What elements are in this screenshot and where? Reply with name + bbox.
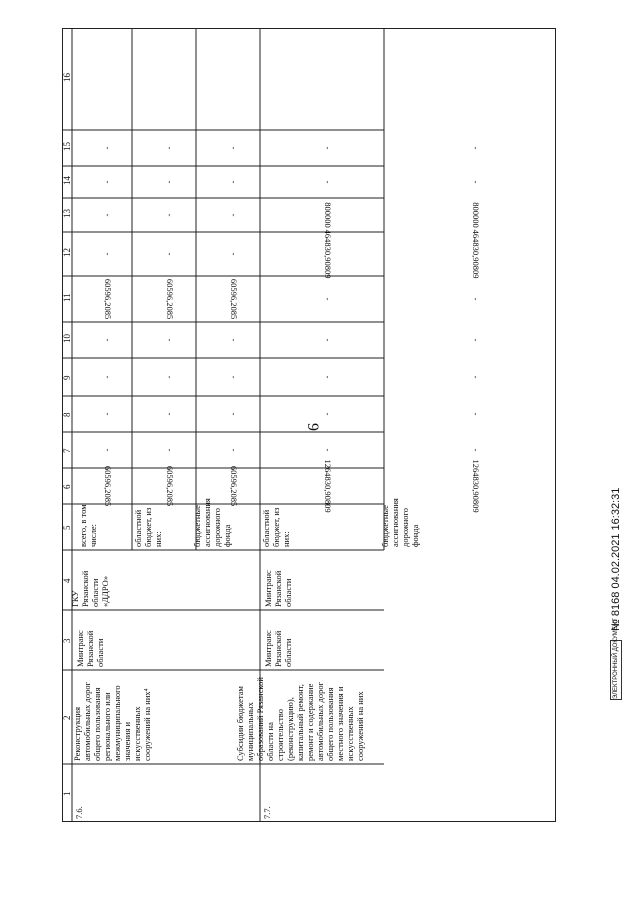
- cell-value-col-14: -: [229, 180, 239, 184]
- cell-value-col-13: -: [165, 213, 175, 217]
- cell-value-col-13: -: [229, 213, 239, 217]
- row-name-line: (реконструкцию),: [284, 697, 295, 761]
- cell-value-col-9: -: [323, 375, 333, 379]
- row-name-line: капитальный ремонт,: [294, 684, 305, 761]
- cell-value-col-13: -: [103, 213, 113, 217]
- funding-source-line: фонда: [409, 524, 420, 547]
- cell-value-col-8: -: [165, 412, 175, 416]
- row-number-line: 7.7.: [261, 806, 272, 819]
- row-name-line: сооружений на них: [354, 691, 365, 761]
- funding-source-line: дорожного: [211, 507, 222, 547]
- column-number-9: 9: [62, 375, 72, 380]
- column-number-10: 10: [62, 334, 72, 343]
- cell-value-col-9: -: [103, 375, 113, 379]
- cell-value-col-7: -: [471, 448, 481, 452]
- row-name-line: искусственных: [131, 706, 142, 761]
- cell-value-col-15: -: [165, 146, 175, 150]
- cell-value-col-9: -: [471, 375, 481, 379]
- column-number-11: 11: [62, 293, 72, 302]
- responsible-executor: [263, 630, 293, 667]
- funding-source-line: бюджет, из: [270, 507, 281, 547]
- funding-source-line: ассигнования: [201, 498, 212, 547]
- cell-value-col-10: -: [103, 338, 113, 342]
- document-reference: № 8168 04.02.2021 16:32:31: [610, 487, 622, 631]
- column-number-2: 2: [62, 715, 72, 720]
- funding-source-line: бюджет, из: [142, 507, 153, 547]
- cell-value-col-14: -: [103, 180, 113, 184]
- column-number-14: 14: [62, 176, 72, 185]
- funding-source-line: них:: [152, 531, 163, 547]
- column-number-12: 12: [62, 248, 72, 257]
- co-executor-line: «ДДРО»: [99, 575, 110, 607]
- budget-table-grid: [62, 28, 556, 822]
- cell-value-col-14: -: [471, 180, 481, 184]
- cell-value-col-14: -: [165, 180, 175, 184]
- cell-value-col-15: -: [323, 146, 333, 150]
- funding-source-line: бюджетные: [379, 505, 390, 547]
- row-number: [262, 806, 272, 819]
- cell-value-col-8: -: [323, 412, 333, 416]
- row-name-line: общего пользования: [91, 687, 102, 761]
- cell-value-col-6: 1264830,90809: [471, 459, 481, 513]
- column-number-13: 13: [62, 209, 72, 218]
- co-executor: [70, 570, 110, 607]
- cell-value-col-12: -: [165, 252, 175, 256]
- funding-source: [261, 507, 291, 547]
- funding-source: [78, 504, 98, 547]
- cell-value-col-11: -: [471, 297, 481, 301]
- column-number-4: 4: [62, 578, 72, 583]
- responsible-executor-line: Минтранс: [74, 630, 85, 667]
- co-executor-line: ГКУ: [69, 590, 80, 607]
- row-name-line: области на: [264, 722, 275, 761]
- responsible-executor-line: области: [94, 638, 105, 667]
- column-number-5: 5: [62, 525, 72, 530]
- cell-value-col-15: -: [103, 146, 113, 150]
- row-name-line: межмуниципального: [111, 685, 122, 761]
- cell-value-col-10: -: [323, 338, 333, 342]
- responsible-executor-line: области: [282, 638, 293, 667]
- funding-source-line: них:: [280, 531, 291, 547]
- funding-source-line: числе:: [87, 524, 98, 547]
- cell-value-col-9: -: [165, 375, 175, 379]
- cell-value-col-15: -: [229, 146, 239, 150]
- column-number-16: 16: [62, 73, 72, 82]
- row-name-line: строительство: [274, 709, 285, 761]
- row-name: [235, 677, 365, 761]
- funding-source-line: областной: [132, 509, 143, 547]
- funding-source: [380, 498, 420, 547]
- funding-source: [192, 498, 232, 547]
- co-executor-line: Рязанской: [272, 570, 283, 607]
- co-executor-line: Рязанской: [79, 570, 90, 607]
- cell-value-col-8: -: [471, 412, 481, 416]
- cell-value-col-6: 60596,2085: [229, 465, 239, 507]
- cell-value-col-15: -: [471, 146, 481, 150]
- cell-value-col-7: -: [165, 448, 175, 452]
- page-number: 9: [304, 423, 321, 431]
- funding-source-line: всего, в том: [77, 504, 88, 547]
- column-number-3: 3: [62, 638, 72, 643]
- cell-value-col-7: -: [229, 448, 239, 452]
- cell-value-col-10: -: [165, 338, 175, 342]
- co-executor-line: области: [282, 578, 293, 607]
- cell-value-col-6: 60596,2085: [165, 465, 175, 507]
- responsible-executor-line: Рязанской: [272, 630, 283, 667]
- funding-source: [133, 507, 163, 547]
- funding-source-line: бюджетные: [191, 505, 202, 547]
- row-name: [72, 681, 152, 761]
- column-number-6: 6: [62, 484, 72, 489]
- row-name-line: автомобильных дорог: [81, 681, 92, 761]
- cell-value-col-13: 800000: [471, 202, 481, 228]
- cell-value-col-7: -: [103, 448, 113, 452]
- row-name-line: значения и: [121, 721, 132, 761]
- cell-value-col-11: 60596,2085: [103, 278, 113, 320]
- column-number-1: 1: [62, 791, 72, 796]
- row-name-line: автомобильных дорог: [314, 681, 325, 761]
- row-number-line: 7.6.: [73, 806, 84, 819]
- responsible-executor-line: Минтранс: [262, 630, 273, 667]
- cell-value-col-12: -: [229, 252, 239, 256]
- co-executor: [263, 570, 293, 607]
- cell-value-col-8: -: [103, 412, 113, 416]
- electronic-signature-stamp: ЭЛЕКТРОННЫЙ ДОКУМЕНТ: [610, 640, 622, 700]
- row-name-line: искусственных: [344, 706, 355, 761]
- funding-source-line: областной: [260, 509, 271, 547]
- column-number-8: 8: [62, 412, 72, 417]
- cell-value-col-10: -: [471, 338, 481, 342]
- funding-source-line: дорожного: [399, 507, 410, 547]
- row-name-line: общего пользования: [324, 687, 335, 761]
- cell-value-col-6: 1264830,90809: [323, 459, 333, 513]
- cell-value-col-8: -: [229, 412, 239, 416]
- responsible-executor-line: Рязанской: [84, 630, 95, 667]
- document-footer: [610, 488, 622, 700]
- cell-value-col-11: 60596,2085: [165, 278, 175, 320]
- row-name-line: Реконструкция: [71, 706, 82, 761]
- column-number-7: 7: [62, 448, 72, 453]
- cell-value-col-9: -: [229, 375, 239, 379]
- cell-value-col-10: -: [229, 338, 239, 342]
- cell-value-col-11: 60596,2085: [229, 278, 239, 320]
- cell-value-col-11: -: [323, 297, 333, 301]
- row-name-line: Субсидии бюджетам: [234, 686, 245, 761]
- co-executor-line: Минтранс: [262, 570, 273, 607]
- cell-value-col-13: 800000: [323, 202, 333, 228]
- cell-value-col-6: 60596,2085: [103, 465, 113, 507]
- responsible-executor: [75, 630, 105, 667]
- row-name-line: регионального или: [101, 692, 112, 761]
- cell-value-col-7: -: [323, 448, 333, 452]
- row-name-line: ремонт и содержание: [304, 683, 315, 761]
- cell-value-col-12: 464830,90809: [471, 229, 481, 279]
- cell-value-col-12: -: [103, 252, 113, 256]
- cell-value-col-14: -: [323, 180, 333, 184]
- row-number: [74, 806, 84, 819]
- column-number-15: 15: [62, 142, 72, 151]
- row-name-line: местного значения и: [334, 686, 345, 761]
- row-name-line: образований Рязанской: [254, 677, 265, 761]
- funding-source-line: фонда: [221, 524, 232, 547]
- funding-source-line: ассигнования: [389, 498, 400, 547]
- co-executor-line: области: [89, 578, 100, 607]
- row-name-line: сооружений на них⁴: [141, 688, 152, 761]
- row-name-line: муниципальных: [244, 702, 255, 761]
- budget-table: [62, 28, 556, 822]
- cell-value-col-12: 464830,90809: [323, 229, 333, 279]
